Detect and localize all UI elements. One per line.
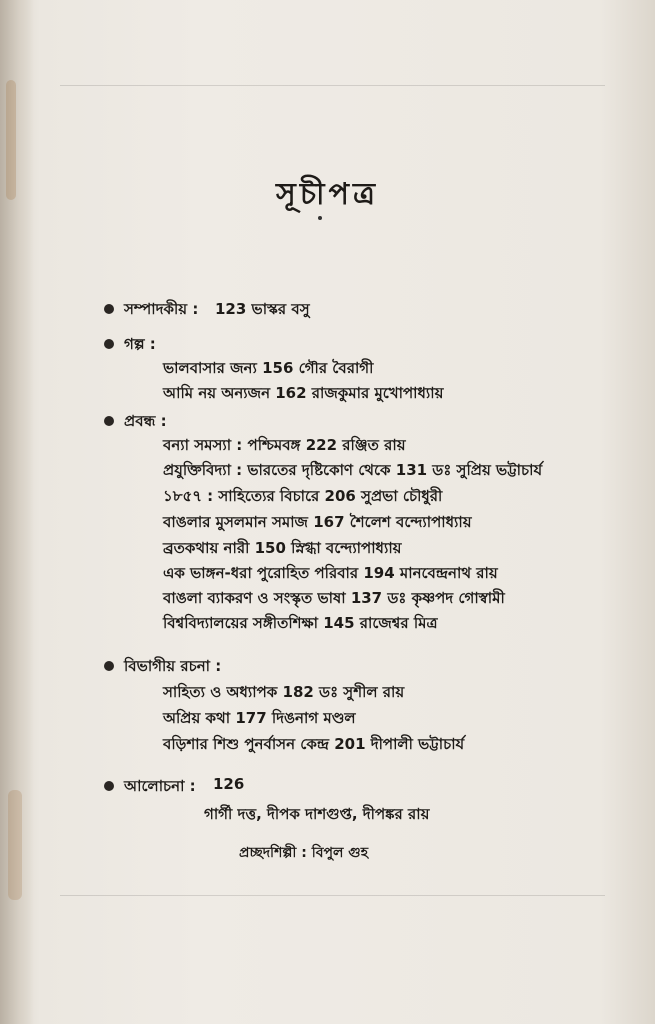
story-entry-1: ভালবাসার জন্য 156 গৌর বৈরাগী [163,359,374,377]
page-title: সূচীপত্র [276,177,379,212]
essay-entry-7: বাঙলা ব্যাকরণ ও সংস্কৃত ভাষা 137 ডঃ কৃষ্ণপদ গোস্বামী [163,589,505,607]
heading-discussion: আলোচনা : [124,777,196,795]
essay-entry-8: বিশ্ববিদ্যালয়ের সঙ্গীতশিক্ষা 145 রাজেশ্বর মিত্র [163,614,438,632]
departmental-entry-1: সাহিত্য ও অধ্যাপক 182 ডঃ সুশীল রায় [163,683,405,701]
essay-entry-6: এক ভাঙ্গন-ধরা পুরোহিত পরিবার 194 মানবেন্দ্রনাথ রায় [163,564,498,582]
editorial-entry: 123 ভাস্কর বসু [215,300,310,318]
essay-entry-1: বন্যা সমস্যা : পশ্চিমবঙ্গ 222 রঞ্জিত রায় [163,436,406,454]
discussion-authors: গার্গী দত্ত, দীপক দাশগুপ্ত, দীপঙ্কর রায় [204,805,430,823]
essay-entry-2: প্রযুক্তিবিদ্যা : ভারতের দৃষ্টিকোণ থেকে 131 ডঃ সুপ্রিয় ভট্টাচার্য [163,461,543,479]
show-through-rule-bottom [60,895,605,896]
cover-artist-credit: প্রচ্ছদশিল্পী : বিপুল গুহ [239,845,369,861]
heading-departmental: বিভাগীয় রচনা : [124,657,222,675]
story-entry-2: আমি নয় অন্যজন 162 রাজকুমার মুখোপাধ্যায় [163,384,444,402]
essay-entry-4: বাঙলার মুসলমান সমাজ 167 শৈলেশ বন্দ্যোপাধ্যায় [163,513,472,531]
paper-stain-lower [8,790,22,900]
heading-editorial: সম্পাদকীয় : [124,300,199,318]
discussion-page: 126 [213,775,245,793]
essay-entry-3: ১৮৫৭ : সাহিত্যের বিচারে 206 সুপ্রভা চৌধুরী [163,487,443,505]
heading-essays: প্রবন্ধ : [124,412,167,430]
essay-entry-5: ব্রতকথায় নারী 150 স্নিগ্ধা বন্দ্যোপাধ্যায় [163,539,402,557]
bullet-essays [104,416,114,426]
bullet-editorial [104,304,114,314]
title-dot [318,216,322,220]
bullet-departmental [104,661,114,671]
heading-stories: গল্প : [124,335,156,353]
show-through-rule-top [60,85,605,86]
bullet-stories [104,339,114,349]
bullet-discussion [104,781,114,791]
departmental-entry-3: বড়িশার শিশু পুনর্বাসন কেন্দ্র 201 দীপালী ভট্টাচার্য [163,735,465,753]
departmental-entry-2: অপ্রিয় কথা 177 দিঙনাগ মণ্ডল [163,709,356,727]
